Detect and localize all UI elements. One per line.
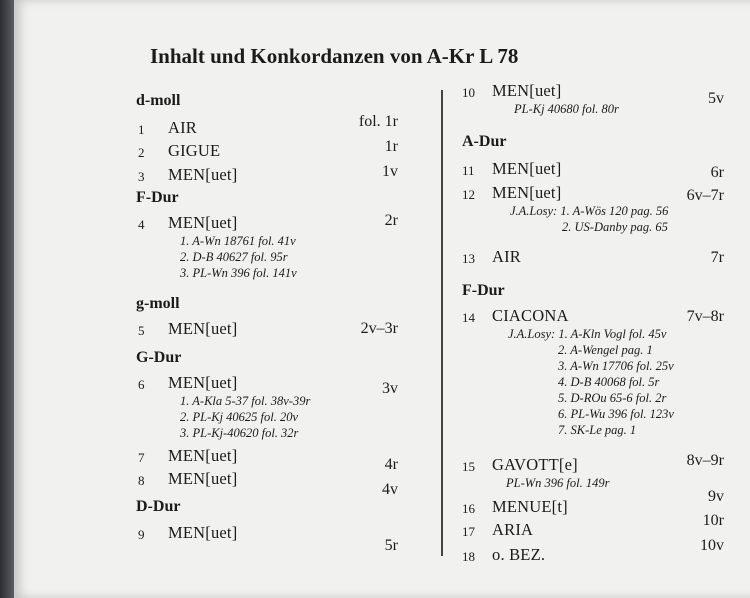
folio-reference: 8v–9r [686, 452, 724, 469]
section-key-heading: d-moll [136, 92, 181, 109]
entry-number: 6 [138, 377, 145, 392]
folio-reference: fol. 1r [358, 113, 398, 130]
entry-title: MEN[uet] [168, 373, 238, 392]
entry-title: MEN[uet] [492, 183, 562, 202]
page-title: Inhalt und Konkordanzen von A-Kr L 78 [150, 44, 519, 68]
folio-reference: 9v [708, 488, 724, 505]
concordance-source: 2. PL-Kj 40625 fol. 20v [180, 410, 299, 424]
entry-number: 15 [462, 459, 475, 474]
section-key-heading: F-Dur [462, 282, 505, 299]
concordance-source: 2. D-B 40627 fol. 95r [180, 250, 288, 264]
folio-reference: 2v–3r [360, 320, 398, 337]
book-spine-shadow [0, 0, 14, 598]
concordance-source: PL-Wn 396 fol. 149r [506, 476, 610, 490]
folio-reference: 3v [382, 380, 398, 397]
concordance-source: 2. A-Wengel pag. 1 [558, 343, 653, 357]
entry-number: 7 [138, 450, 145, 465]
folio-reference: 4v [382, 481, 398, 498]
folio-reference: 6v–7r [686, 187, 724, 204]
section-key-heading: G-Dur [136, 349, 182, 366]
section-key-heading: D-Dur [136, 498, 181, 515]
entry-number: 10 [462, 85, 475, 100]
entry-number: 9 [138, 527, 145, 542]
column-divider [441, 90, 443, 556]
concordance-source: 3. A-Wn 17706 fol. 25v [558, 359, 674, 373]
folio-reference: 7v–8r [686, 308, 724, 325]
entry-title: MENUE[t] [492, 497, 568, 516]
entry-title: MEN[uet] [168, 446, 238, 465]
concordance-source: 5. D-ROu 65-6 fol. 2r [558, 391, 667, 405]
entry-title: MEN[uet] [168, 165, 238, 184]
section-key-heading: A-Dur [462, 133, 507, 150]
concordance-source: 6. PL-Wu 396 fol. 123v [558, 407, 674, 421]
entry-title: CIACONA [492, 306, 569, 325]
entry-title: ARIA [492, 520, 534, 539]
folio-reference: 6r [710, 164, 724, 181]
section-key-heading: g-moll [136, 295, 180, 312]
folio-reference: 10v [700, 537, 724, 554]
entry-title: AIR [168, 118, 198, 137]
entry-number: 14 [462, 310, 475, 325]
entry-number: 8 [138, 473, 145, 488]
concordance-source: 3. PL-Kj-40620 fol. 32r [180, 426, 299, 440]
concordance-source: 7. SK-Le pag. 1 [558, 423, 637, 437]
folio-reference: 7r [710, 249, 724, 266]
entry-number: 5 [138, 323, 145, 338]
entry-number: 2 [138, 145, 145, 160]
entry-title: MEN[uet] [492, 159, 562, 178]
concordance-source: 2. US-Danby pag. 65 [562, 220, 668, 234]
entry-number: 1 [138, 122, 145, 137]
folio-reference: 5r [384, 537, 398, 554]
folio-reference: 1v [382, 163, 398, 180]
entry-number: 17 [462, 524, 475, 539]
entry-title: MEN[uet] [168, 469, 238, 488]
entry-title: o. BEZ. [492, 545, 546, 564]
concordance-source: 1. A-Kla 5-37 fol. 38v-39r [180, 394, 311, 408]
folio-reference: 10r [702, 512, 724, 529]
folio-reference: 1r [384, 138, 398, 155]
entry-number: 12 [462, 187, 475, 202]
concordance-source: 1. A-Wn 18761 fol. 41v [180, 234, 296, 248]
entry-number: 11 [462, 163, 475, 178]
concordance-source: 3. PL-Wn 396 fol. 141v [180, 266, 297, 280]
entry-title: MEN[uet] [168, 523, 238, 542]
entry-title: GAVOTT[e] [492, 455, 578, 474]
concordance-source: 4. D-B 40068 fol. 5r [558, 375, 660, 389]
concordance-source: PL-Kj 40680 fol. 80r [514, 102, 619, 116]
concordance-source: J.A.Losy: 1. A-Kln Vogl fol. 45v [508, 327, 667, 341]
book-page [14, 0, 750, 598]
entry-number: 16 [462, 501, 475, 516]
entry-number: 18 [462, 549, 475, 564]
section-key-heading: F-Dur [136, 189, 179, 206]
folio-reference: 4r [384, 456, 398, 473]
concordance-source: J.A.Losy: 1. A-Wös 120 pag. 56 [510, 204, 669, 218]
entry-title: MEN[uet] [168, 319, 238, 338]
entry-title: MEN[uet] [168, 213, 238, 232]
entry-title: GIGUE [168, 141, 221, 160]
entry-number: 3 [138, 169, 145, 184]
folio-reference: 2r [384, 212, 398, 229]
entry-number: 13 [462, 251, 475, 266]
entry-number: 4 [138, 217, 145, 232]
entry-title: AIR [492, 247, 522, 266]
folio-reference: 5v [708, 90, 724, 107]
entry-title: MEN[uet] [492, 81, 562, 100]
